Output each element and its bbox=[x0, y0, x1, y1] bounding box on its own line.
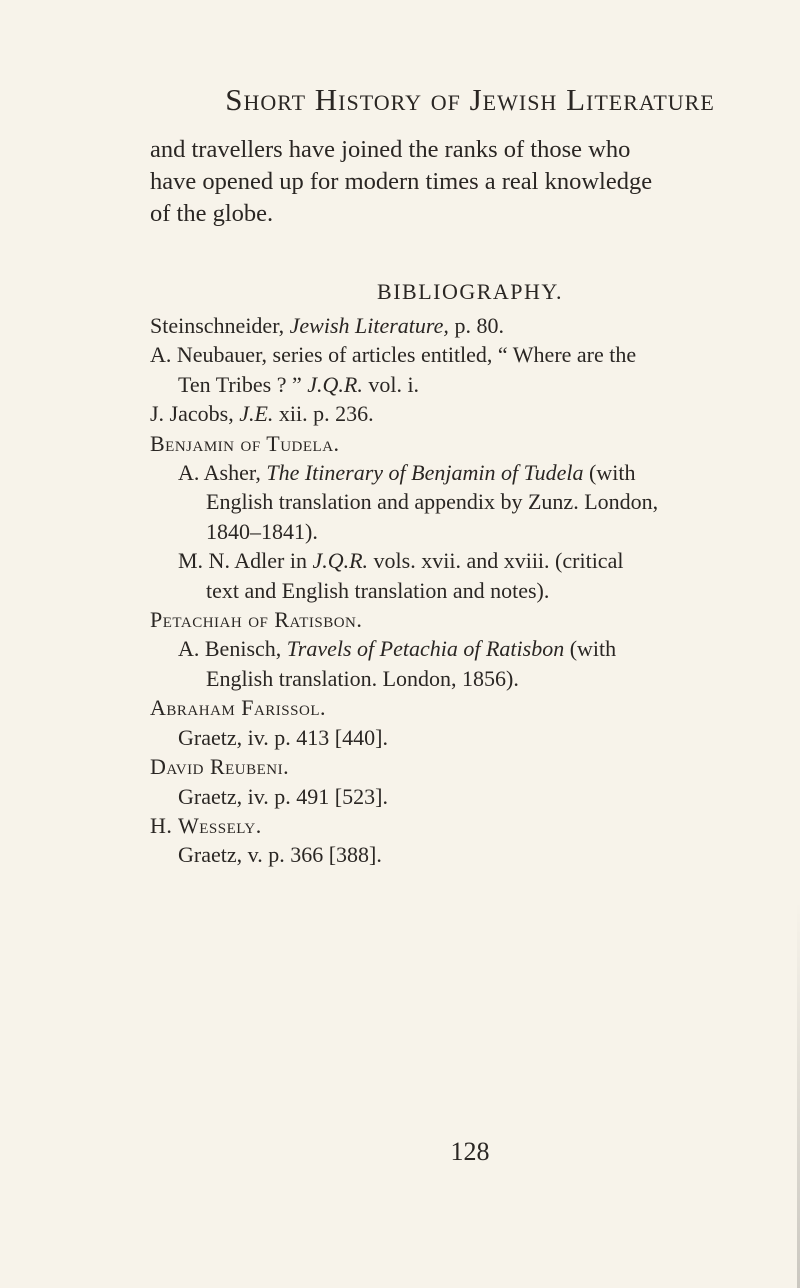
bibliography-heading: BIBLIOGRAPHY. bbox=[377, 279, 563, 304]
bibliography-entry bbox=[150, 458, 790, 487]
entry-text: vols. xvii. and xviii. (critical bbox=[368, 548, 624, 574]
bibliography-entry bbox=[150, 634, 790, 663]
bibliography-subject: Petachiah of Ratisbon. bbox=[150, 607, 363, 633]
entry-text: M. N. Adler in bbox=[178, 548, 313, 574]
bibliography-entry bbox=[150, 546, 790, 575]
body-line: and travellers have joined the ranks of those who bbox=[150, 136, 631, 163]
entry-title: J.E. bbox=[239, 401, 274, 427]
entry-title: J.Q.R. bbox=[307, 371, 363, 397]
page-number: 128 bbox=[450, 1137, 490, 1166]
body-paragraph bbox=[150, 134, 790, 230]
bibliography-list bbox=[150, 311, 790, 870]
entry-text: Ten Tribes ? ” bbox=[178, 371, 308, 397]
entry-text: xii. p. 236. bbox=[273, 401, 374, 427]
entry-text: J. Jacobs, bbox=[150, 401, 240, 427]
entry-text: (with bbox=[564, 636, 617, 662]
body-line: have opened up for modern times a real knowledge bbox=[150, 168, 653, 195]
bibliography-entry bbox=[150, 311, 790, 340]
bibliography-subject: Benjamin of Tudela. bbox=[150, 430, 340, 456]
bibliography-subject: David Reubeni. bbox=[150, 754, 290, 780]
entry-title: The Itinerary of Benjamin of Tudela bbox=[266, 460, 584, 486]
bibliography-entry: Graetz, v. p. 366 [388]. bbox=[178, 842, 382, 868]
bibliography-entry-continuation bbox=[150, 370, 790, 399]
bibliography-entry: Graetz, iv. p. 413 [440]. bbox=[178, 724, 388, 750]
entry-text: A. Benisch, bbox=[178, 636, 287, 662]
entry-text: A. Asher, bbox=[178, 460, 267, 486]
entry-title: Jewish Literature, bbox=[289, 313, 449, 338]
running-head: Short History of Jewish Literature bbox=[225, 82, 715, 117]
entry-text: A. Neubauer, series of articles entitled, “ Where are the bbox=[150, 342, 637, 368]
bibliography-subject: H. Wessely. bbox=[150, 812, 262, 838]
entry-title: J.Q.R. bbox=[312, 548, 369, 574]
body-line: of the globe. bbox=[150, 200, 274, 227]
bibliography-subject: Abraham Farissol. bbox=[150, 695, 326, 721]
bibliography-entry bbox=[150, 340, 790, 369]
bibliography-entry-continuation: text and English translation and notes). bbox=[206, 577, 550, 603]
entry-text: Steinschneider, bbox=[150, 313, 290, 338]
bibliography-entry-continuation: English translation and appendix by Zunz. London, bbox=[206, 489, 659, 515]
entry-text: p. 80. bbox=[448, 313, 504, 338]
bibliography-entry-continuation: English translation. London, 1856). bbox=[206, 665, 519, 691]
entry-text: vol. i. bbox=[362, 371, 420, 397]
bibliography-entry-continuation: 1840–1841). bbox=[206, 518, 318, 544]
entry-title: Travels of Petachia of Ratisbon bbox=[286, 636, 565, 662]
bibliography-entry bbox=[150, 399, 790, 428]
entry-text: (with bbox=[583, 460, 636, 486]
bibliography-entry: Graetz, iv. p. 491 [523]. bbox=[178, 783, 388, 809]
